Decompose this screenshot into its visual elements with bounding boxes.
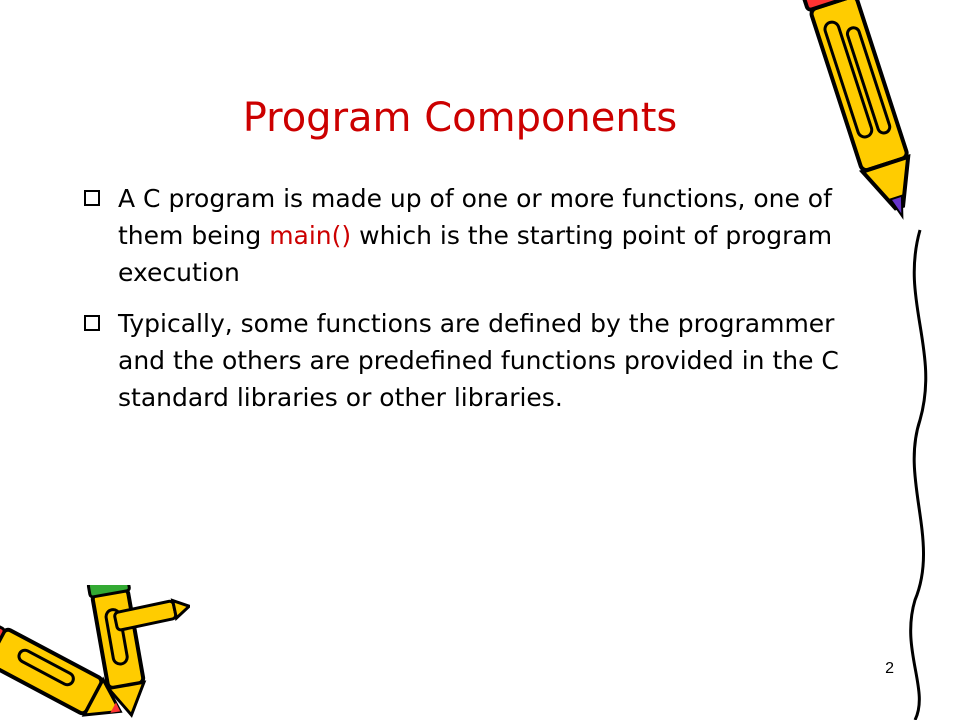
bullet-list [82, 180, 872, 430]
checkbox-bullet-icon [84, 315, 100, 331]
main-function-highlight: main() [269, 221, 352, 250]
pencil-icon [110, 585, 190, 645]
bullet-item [82, 180, 872, 291]
checkbox-bullet-icon [84, 190, 100, 206]
slide-title: Program Components [242, 95, 678, 141]
page-number: 2 [885, 660, 894, 677]
bullet-text: Typically, some functions are defined by the programmer and the others are predefined functions provided in the C standard libraries or other libraries. [118, 309, 839, 412]
bullet-text: A C program is made up of one or more functions, one of them being main() which is the starting point of program execution [118, 184, 833, 287]
bullet-item [82, 305, 872, 416]
